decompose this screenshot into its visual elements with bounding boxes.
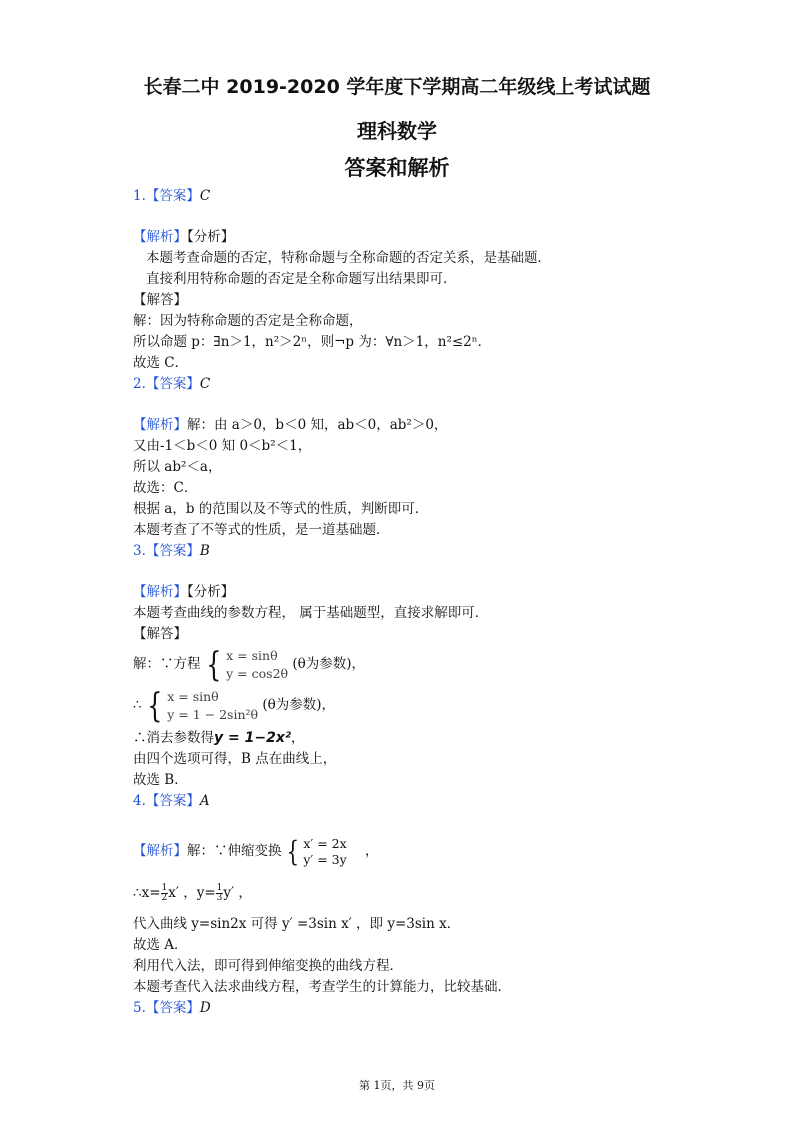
q2-number: 2. [133, 376, 146, 392]
q3-param-2: (θ为参数)， [262, 697, 336, 713]
left-brace-icon: { [286, 834, 299, 868]
q3-sys2-eq2: y = 1 − 2sin²θ [167, 706, 259, 722]
q3-param-1: (θ为参数)， [292, 656, 366, 672]
q1-analysis-head [133, 228, 234, 246]
q3-line-3a: ∴ [133, 697, 142, 713]
q2-line-3: 所以 ab²＜a， [133, 459, 222, 475]
q4-sys-eq1: x′ = 2x [303, 835, 347, 851]
frac-den: 3 [216, 893, 223, 903]
q4-line-3: 代入曲线 y=sin2x 可得 y′ =3sin x′ ，即 y=3sin x． [133, 916, 461, 932]
q3-line-2a: 解：∵方程 [133, 656, 201, 672]
q2-line-2: 又由-1＜b＜0 知 0＜b²＜1， [133, 438, 312, 454]
frac-num: 1 [216, 883, 223, 893]
left-brace-icon: { [146, 685, 162, 726]
q3-sys2 [167, 688, 258, 724]
q1-line-5: 故选 C． [133, 355, 189, 371]
q3-system-1 [133, 646, 365, 683]
q4-line-6: 本题考查代入法求曲线方程，考查学生的计算能力，比较基础． [133, 979, 511, 995]
q1-answer-tag: 【答案】 [145, 188, 200, 204]
q4-sys-eq2: y′ = 3y [303, 851, 347, 867]
q2-jiexi-tag: 【解析】 [133, 417, 187, 433]
q1-number: 1. [133, 188, 146, 204]
q3-jieda-tag: 【解答】 [133, 626, 187, 642]
q3-sys1-eq1: x = sinθ [226, 647, 278, 663]
q1-line-3: 解：因为特称命题的否定是全称命题， [133, 313, 363, 329]
q4-jiexi-tag: 【解析】 [133, 843, 187, 859]
q3-system-2 [133, 687, 335, 724]
q3-sys2-eq1: x = sinθ [167, 688, 219, 704]
q4-line-4: 故选 A． [133, 937, 188, 953]
q3-answer: B [199, 543, 210, 559]
q3-answer-tag: 【答案】 [145, 543, 200, 559]
q2-answer-tag: 【答案】 [145, 376, 200, 392]
q3-line-4c: ， [290, 730, 305, 746]
q2-answer-line [133, 375, 210, 393]
q3-fenxi-tag: 【分析】 [187, 584, 235, 600]
q1-line-2: 直接利用特称命题的否定是全称命题写出结果即可． [146, 271, 457, 287]
q1-answer-line [133, 187, 210, 205]
q1-jieda-tag: 【解答】 [133, 292, 187, 308]
q2-line-5: 根据 a，b 的范围以及不等式的性质，判断即可． [133, 501, 429, 517]
q4-answer: A [199, 793, 210, 809]
q2-line-1-row [133, 416, 447, 434]
q3-number: 3. [133, 543, 146, 559]
q4-line-2c: y′ ， [223, 885, 252, 901]
q1-line-1: 本题考查命题的否定，特称命题与全称命题的否定关系，是基础题． [146, 250, 551, 266]
subject-title: 理科数学 [357, 119, 437, 143]
q1-fenxi-tag: 【分析】 [187, 229, 235, 245]
section-title: 答案和解析 [344, 156, 450, 180]
q4-line-5: 利用代入法，即可得到伸缩变换的曲线方程． [133, 958, 403, 974]
q2-line-4: 故选：C． [133, 480, 198, 496]
q2-answer: C [199, 376, 211, 392]
q3-line-4 [133, 729, 304, 747]
page-footer: 第 1页，共 9页 [359, 1079, 435, 1092]
frac-den: 2 [161, 893, 168, 903]
q3-analysis-head [133, 583, 234, 601]
q3-answer-line [133, 542, 210, 560]
q4-line-2b: x′ ，y= [168, 885, 216, 901]
q2-line-1: 解：由 a＞0，b＜0 知，ab＜0，ab²＞0， [187, 417, 448, 433]
q3-jiexi-tag: 【解析】 [133, 584, 187, 600]
q4-transform-line [133, 834, 378, 868]
q1-jiexi-tag: 【解析】 [133, 229, 187, 245]
q3-eliminated-eq: y = 1−2x² [214, 730, 291, 746]
q4-sys [303, 836, 346, 868]
q4-answer-tag: 【答案】 [145, 793, 200, 809]
q1-line-4: 所以命题 p：∃n＞1，n²＞2ⁿ，则¬p 为：∀n＞1，n²≤2ⁿ． [133, 334, 492, 350]
q2-line-6: 本题考查了不等式的性质，是一道基础题． [133, 522, 390, 538]
q3-sys1-eq2: y = cos2θ [226, 665, 289, 681]
document-title: 长春二中 2019-2020 学年度下学期高二年级线上考试试题 [143, 76, 651, 98]
q5-answer-line [133, 999, 211, 1017]
q4-line-1a: 解：∵伸缩变换 [187, 843, 282, 859]
q4-line-2 [133, 880, 252, 906]
q3-sys1 [226, 647, 288, 683]
q5-answer: D [199, 1000, 211, 1016]
q3-line-4a: ∴消去参数得 [133, 730, 214, 746]
q4-number: 4. [133, 793, 146, 809]
q4-line-2a: ∴x= [133, 885, 161, 901]
q4-answer-line [133, 792, 210, 810]
q3-line-6: 故选 B． [133, 772, 188, 788]
q5-answer-tag: 【答案】 [145, 1000, 200, 1016]
q1-answer: C [199, 188, 211, 204]
q3-line-5: 由四个选项可得，B 点在曲线上， [133, 751, 337, 767]
frac-num: 1 [161, 883, 168, 893]
q5-number: 5. [133, 1000, 146, 1016]
left-brace-icon: { [205, 644, 221, 685]
q3-line-1: 本题考查曲线的参数方程， 属于基础题型，直接求解即可． [133, 605, 489, 621]
q4-line-1c: ， [364, 843, 379, 859]
